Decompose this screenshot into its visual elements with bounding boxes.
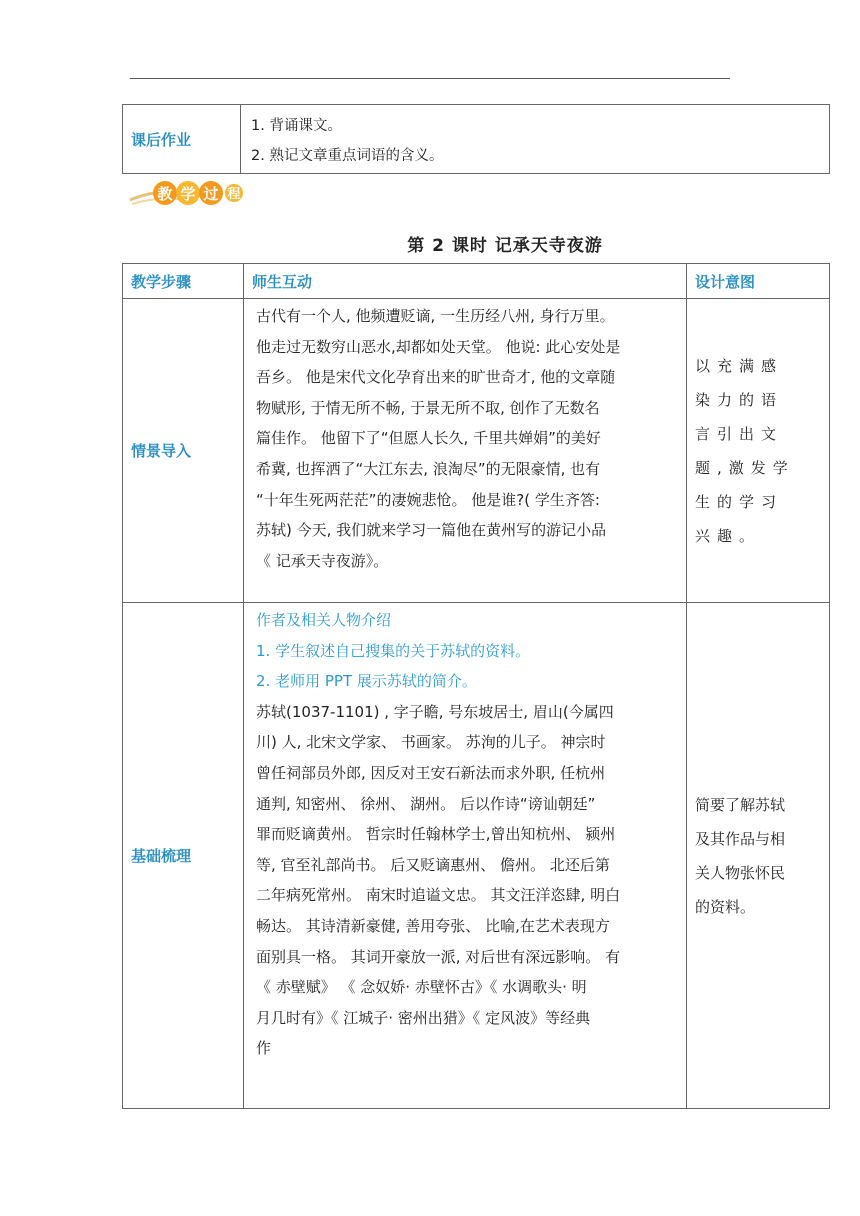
row-intent: [687, 603, 830, 1109]
text-line: 篇佳作。 他留下了“但愿人长久, 千里共婵娟”的美好: [256, 429, 601, 448]
lesson-table: [122, 263, 830, 1109]
text-line: 古代有一个人, 他频遭贬谪, 一生历经八州, 身行万里。: [256, 307, 615, 325]
text-line: 吾乡。 他是宋代文化孕育出来的旷世奇才, 他的文章随: [256, 368, 616, 387]
header-rule: [130, 78, 730, 79]
text-line: 苏轼) 今天, 我们就来学习一篇他在黄州写的游记小品: [256, 521, 607, 540]
col-header-interaction: 师生互动: [244, 264, 687, 299]
text-line: 曾任祠部员外郎, 因反对王安石新法而求外职, 任杭州: [256, 763, 606, 782]
badge-char: 教: [157, 185, 173, 203]
row-step-label: 情景导入: [123, 299, 244, 603]
text-line: 《 记承天寺夜游》。: [256, 551, 389, 570]
intent-line: 兴趣。: [695, 526, 762, 545]
row-intent: [687, 299, 830, 603]
text-line: 面别具一格。 其词开豪放一派, 对后世有深远影响。 有: [256, 947, 621, 966]
text-line: 畅达。 其诗清新豪健, 善用夸张、 比喻,在艺术表现方: [256, 916, 610, 935]
row-interaction: [244, 299, 687, 603]
homework-item: 1. 背诵课文。: [251, 118, 342, 134]
text-line: 物赋形, 于情无所不畅, 于景无所不取, 创作了无数名: [256, 398, 600, 417]
step-line: 1. 学生叙述自己搜集的关于苏轼的资料。: [256, 641, 531, 660]
table-row: [123, 603, 830, 1109]
lesson-title: 第 2 课时 记承天寺夜游: [407, 236, 603, 256]
badge-char: 过: [203, 185, 219, 203]
text-line: 二年病死常州。 南宋时追谥文忠。 其文汪洋恣肆, 明白: [256, 886, 621, 905]
text-line: 等, 官至礼部尚书。 后又贬谪惠州、 儋州。 北还后第: [256, 855, 610, 874]
col-header-intent: 设计意图: [687, 264, 830, 299]
section-heading: 作者及相关人物介绍: [256, 611, 392, 629]
text-line: “十年生死两茫茫”的凄婉悲怆。 他是谁?( 学生齐答:: [256, 490, 600, 509]
homework-label: 课后作业: [123, 105, 241, 174]
intent-line: 染力的语: [695, 390, 784, 409]
col-header-step: 教学步骤: [123, 264, 244, 299]
text-line: 《 赤壁赋》 《 念奴娇· 赤壁怀古》《 水调歌头· 明: [256, 978, 587, 997]
intent-line: 及其作品与相: [695, 829, 786, 848]
text-line: 作: [256, 1039, 272, 1058]
intent-line: 关人物张怀民: [695, 863, 786, 882]
text-line: 罪而贬谪黄州。 哲宗时任翰林学士,曾出知杭州、 颍州: [256, 825, 616, 844]
row-interaction: [244, 603, 687, 1109]
table-header-row: [123, 264, 830, 299]
step-line: 2. 老师用 PPT 展示苏轼的简介。: [256, 672, 477, 691]
homework-table: [122, 104, 830, 174]
text-line: 希冀, 也挥洒了“大江东去, 浪淘尽”的无限豪情, 也有: [256, 459, 601, 478]
text-line: 川) 人, 北宋文学家、 书画家。 苏洵的儿子。 神宗时: [256, 733, 606, 752]
table-row: [123, 299, 830, 603]
teaching-process-badge: [128, 178, 243, 210]
intent-line: 生的学习: [695, 492, 784, 511]
intent-line: 简要了解苏轼: [695, 795, 786, 814]
homework-item: 2. 熟记文章重点词语的含义。: [251, 148, 444, 164]
intent-line: 题,激发学: [695, 458, 795, 477]
row-step-label: 基础梳理: [123, 603, 244, 1109]
badge-char: 程: [227, 187, 241, 202]
badge-char: 学: [180, 185, 196, 203]
text-line: 苏轼(1037-1101) , 字子瞻, 号东坡居士, 眉山(今属四: [256, 702, 614, 721]
intent-line: 的资料。: [695, 897, 756, 916]
text-line: 月几时有》《 江城子· 密州出猎》《 定风波》等经典: [256, 1008, 591, 1027]
text-line: 通判, 知密州、 徐州、 湖州。 后以作诗“谤讪朝廷”: [256, 794, 596, 813]
intent-line: 以充满感: [695, 356, 784, 375]
intent-line: 言引出文: [695, 424, 784, 443]
homework-items: [241, 105, 830, 174]
text-line: 他走过无数穷山恶水,却都如处天堂。 他说: 此心安处是: [256, 337, 621, 356]
